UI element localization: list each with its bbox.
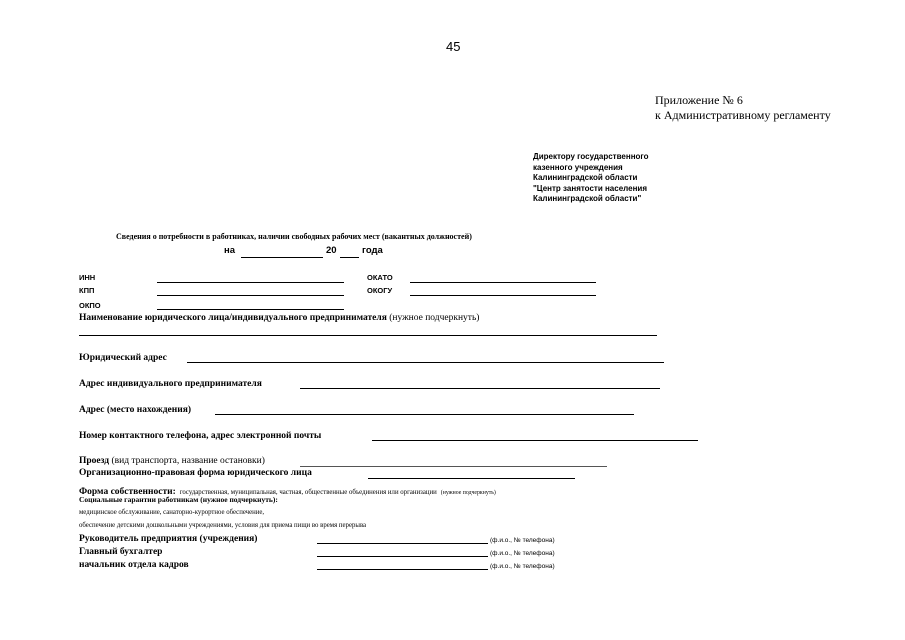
transport-note: (вид транспорта, название остановки) xyxy=(111,456,265,466)
okato-field[interactable] xyxy=(410,282,596,283)
contacts-field[interactable] xyxy=(372,440,698,441)
org-name-label: Наименование юридического лица/индивидуального предпринимателя xyxy=(79,313,387,323)
legal-address-label: Юридический адрес xyxy=(79,353,167,363)
ownership-label: Форма собственности: xyxy=(79,487,176,497)
addressee-block xyxy=(533,152,649,205)
accountant-field[interactable] xyxy=(317,556,488,557)
transport-field[interactable] xyxy=(300,466,607,467)
date-prefix: на xyxy=(224,245,236,256)
org-name-row xyxy=(79,313,479,323)
inn-label: ИНН xyxy=(79,273,96,282)
addressee-line: Директору государственного xyxy=(533,152,649,161)
addressee-line: Калининградской области" xyxy=(533,194,642,204)
kpp-label: КПП xyxy=(79,286,95,295)
hr-head-label: начальник отдела кадров xyxy=(79,560,189,570)
ownership-note: (нужное подчеркнуть) xyxy=(440,490,496,496)
legal-form-label: Организационно-правовая форма юридического лица xyxy=(79,468,312,478)
contacts-label: Номер контактного телефона, адрес электронной почты xyxy=(79,431,322,441)
ownership-options: государственная, муниципальная, частная, общественные объединения или организации xyxy=(179,489,437,496)
head-label: Руководитель предприятия (учреждения) xyxy=(79,534,258,544)
org-name-note: (нужное подчеркнуть) xyxy=(389,313,480,323)
inn-field[interactable] xyxy=(157,282,344,283)
addressee-line: "Центр занятости населения xyxy=(533,183,647,193)
legal-form-field[interactable] xyxy=(368,478,575,479)
transport-label: Проезд xyxy=(79,456,110,466)
accountant-hint: (ф.и.о., № телефона) xyxy=(490,550,555,557)
appendix-line-1: Приложение № 6 xyxy=(655,93,743,107)
addressee-line: Калининградской области xyxy=(533,173,638,183)
date-suffix: года xyxy=(362,245,383,256)
date-year: 20 xyxy=(326,245,337,256)
hr-head-hint: (ф.и.о., № телефона) xyxy=(490,563,555,570)
date-field[interactable] xyxy=(241,257,323,258)
kpp-field[interactable] xyxy=(157,295,344,296)
year-field[interactable] xyxy=(340,257,359,258)
okato-label: ОКАТО xyxy=(367,273,393,282)
accountant-label: Главный бухгалтер xyxy=(79,547,163,557)
guarantees-line-2: обеспечение детскими дошкольными учреждениями, условия для приема пищи во время перерыва xyxy=(79,522,367,529)
ip-address-label: Адрес индивидуального предпринимателя xyxy=(79,379,262,389)
hr-head-field[interactable] xyxy=(317,569,488,570)
ip-address-field[interactable] xyxy=(300,388,660,389)
guarantees-line-1: медицинское обслуживание, санаторно-курортное обеспечение, xyxy=(79,509,265,516)
appendix-line-2: к Административному регламенту xyxy=(655,108,831,122)
form-title: Сведения о потребности в работниках, наличии свободных рабочих мест (вакантных должностей) xyxy=(116,232,472,241)
head-field[interactable] xyxy=(317,543,488,544)
location-address-field[interactable] xyxy=(215,414,634,415)
page-number: 45 xyxy=(446,39,461,54)
okpo-label: ОКПО xyxy=(79,301,101,310)
org-name-field[interactable] xyxy=(79,335,657,336)
location-address-label: Адрес (место нахождения) xyxy=(79,405,192,415)
transport-row xyxy=(79,456,265,466)
head-hint: (ф.и.о., № телефона) xyxy=(490,537,555,544)
addressee-line: казенного учреждения xyxy=(533,162,623,172)
okogu-label: ОКОГУ xyxy=(367,286,393,295)
okogu-field[interactable] xyxy=(410,295,596,296)
legal-address-field[interactable] xyxy=(187,362,664,363)
guarantees-label: Социальные гарантии работникам (нужное подчеркнуть): xyxy=(79,495,278,504)
okpo-field[interactable] xyxy=(157,309,344,310)
